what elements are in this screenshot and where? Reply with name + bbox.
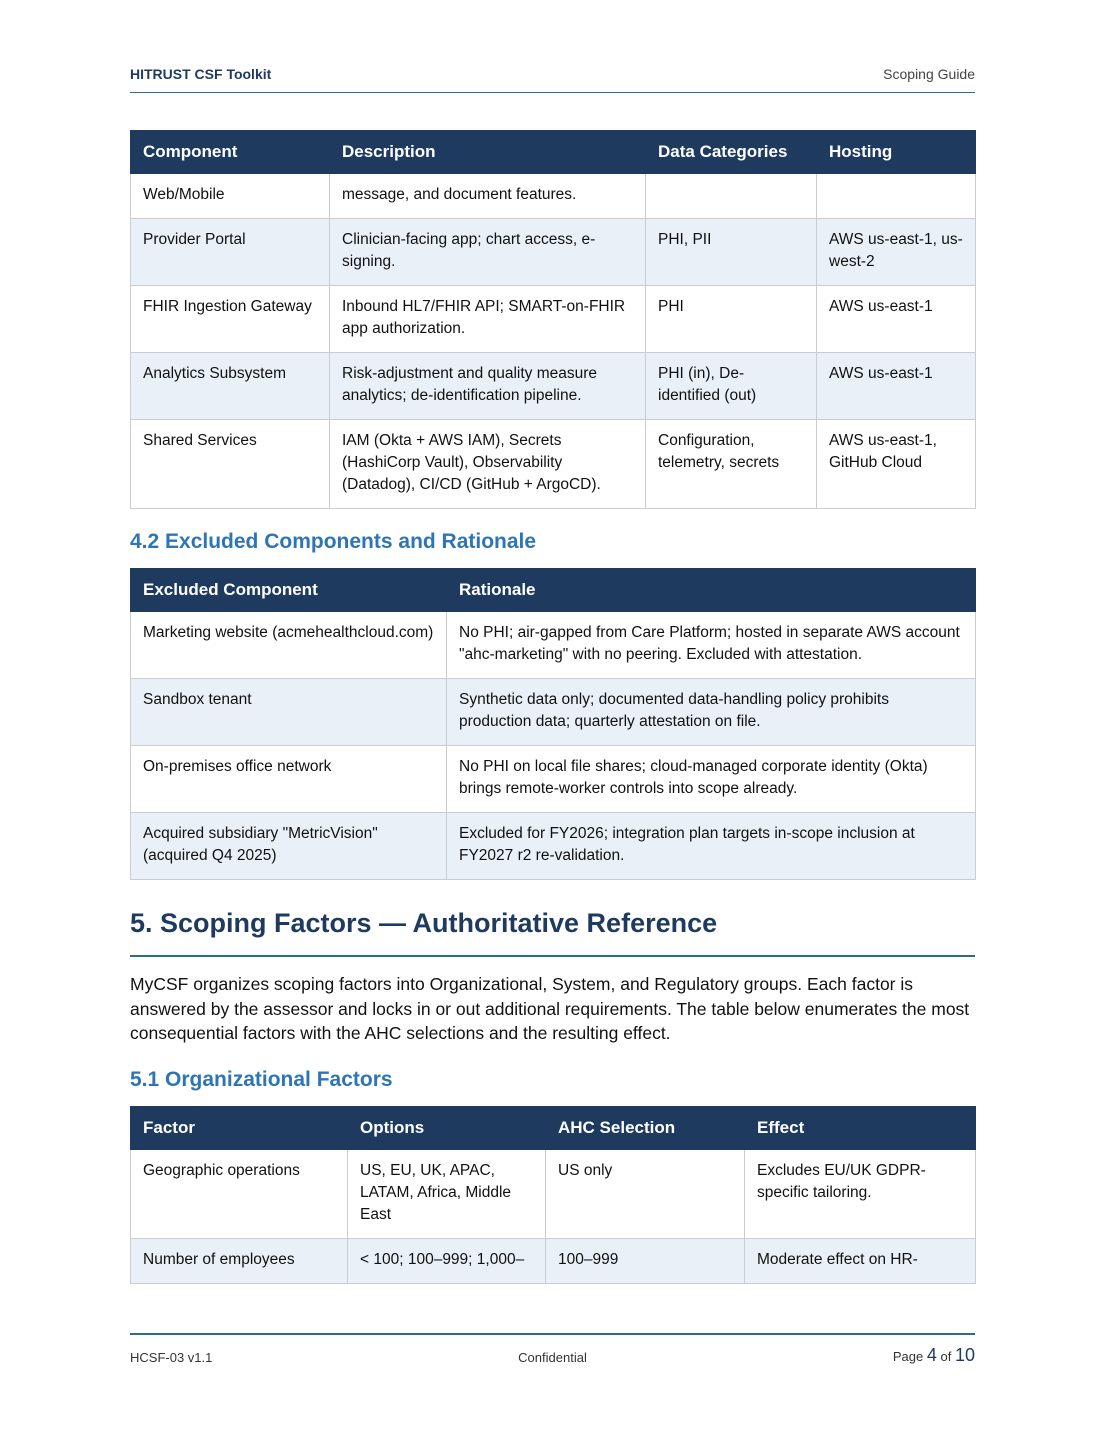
- table-row: [131, 353, 976, 420]
- table-row: [131, 612, 976, 679]
- column-header: Data Categories: [646, 131, 817, 174]
- table-cell: AWS us-east-1, us-west-2: [817, 219, 976, 286]
- table-row: [131, 746, 976, 813]
- table-cell: FHIR Ingestion Gateway: [131, 286, 330, 353]
- column-header: Hosting: [817, 131, 976, 174]
- table-cell: < 100; 100–999; 1,000–: [348, 1239, 546, 1284]
- table-cell: Marketing website (acmehealthcloud.com): [131, 612, 447, 679]
- table-cell: Shared Services: [131, 420, 330, 509]
- page-number: [893, 1345, 975, 1366]
- page-word: Page: [892, 1349, 924, 1364]
- table-cell: AWS us-east-1, GitHub Cloud: [817, 420, 976, 509]
- table-row: [131, 219, 976, 286]
- table-cell: Excludes EU/UK GDPR-specific tailoring.: [745, 1150, 976, 1239]
- table-cell: AWS us-east-1: [817, 353, 976, 420]
- total-pages: 10: [954, 1345, 975, 1365]
- table-cell: Inbound HL7/FHIR API; SMART-on-FHIR app authorization.: [330, 286, 646, 353]
- column-header: Factor: [131, 1107, 348, 1150]
- table-row: [131, 1150, 976, 1239]
- table-cell: US only: [546, 1150, 745, 1239]
- table-cell: Sandbox tenant: [131, 679, 447, 746]
- table-cell: Analytics Subsystem: [131, 353, 330, 420]
- table-cell: No PHI; air-gapped from Care Platform; hosted in separate AWS account "ahc-marketing" with no peering. Excluded with attestation.: [447, 612, 976, 679]
- header-section: Scoping Guide: [883, 66, 975, 82]
- table-cell: PHI: [646, 286, 817, 353]
- document-id: HCSF-03 v1.1: [130, 1350, 213, 1365]
- table-cell: Geographic operations: [131, 1150, 348, 1239]
- section-title: 5. Scoping Factors — Authoritative Reference: [130, 908, 975, 957]
- column-header: Description: [330, 131, 646, 174]
- table-cell: Web/Mobile: [131, 174, 330, 219]
- table-cell: PHI, PII: [646, 219, 817, 286]
- table-cell: Excluded for FY2026; integration plan targets in-scope inclusion at FY2027 r2 re-validation.: [447, 813, 976, 880]
- table-cell: Synthetic data only; documented data-handling policy prohibits production data; quarterly attestation on file.: [447, 679, 976, 746]
- table-row: [131, 813, 976, 880]
- header-title: HITRUST CSF Toolkit: [130, 66, 272, 82]
- in-scope-components-table: [130, 130, 976, 509]
- table-cell: AWS us-east-1: [817, 286, 976, 353]
- table-row: [131, 174, 976, 219]
- table-cell: On-premises office network: [131, 746, 447, 813]
- current-page: 4: [926, 1345, 937, 1365]
- section-heading: 5.1 Organizational Factors: [130, 1068, 393, 1091]
- column-header: Excluded Component: [131, 569, 447, 612]
- section-heading: 4.2 Excluded Components and Rationale: [130, 530, 537, 553]
- classification-label: Confidential: [518, 1350, 587, 1365]
- excluded-components-table: [130, 568, 976, 880]
- table-cell: Moderate effect on HR-: [745, 1239, 976, 1284]
- table-row: [131, 420, 976, 509]
- table-cell: US, EU, UK, APAC, LATAM, Africa, Middle East: [348, 1150, 546, 1239]
- table-cell: message, and document features.: [330, 174, 646, 219]
- column-header: Options: [348, 1107, 546, 1150]
- column-header: AHC Selection: [546, 1107, 745, 1150]
- table-cell: Clinician-facing app; chart access, e-signing.: [330, 219, 646, 286]
- column-header: Rationale: [447, 569, 976, 612]
- of-word: of: [940, 1349, 952, 1364]
- table-cell: PHI (in), De-identified (out): [646, 353, 817, 420]
- table-cell: Number of employees: [131, 1239, 348, 1284]
- table-cell: Provider Portal: [131, 219, 330, 286]
- table-cell: Risk-adjustment and quality measure analytics; de-identification pipeline.: [330, 353, 646, 420]
- column-header: Effect: [745, 1107, 976, 1150]
- table-cell: No PHI on local file shares; cloud-managed corporate identity (Okta) brings remote-worker controls into scope already.: [447, 746, 976, 813]
- table-row: [131, 679, 976, 746]
- section-paragraph: MyCSF organizes scoping factors into Organizational, System, and Regulatory groups. Each factor is answered by the assessor and locks in or out additional requirements. The table below enumerates the most consequential factors with the AHC selections and the resulting effect.: [130, 974, 970, 1043]
- table-cell: Configuration, telemetry, secrets: [646, 420, 817, 509]
- table-cell: [817, 174, 976, 219]
- table-cell: IAM (Okta + AWS IAM), Secrets (HashiCorp Vault), Observability (Datadog), CI/CD (GitHub + ArgoCD).: [330, 420, 646, 509]
- table-cell: [646, 174, 817, 219]
- table-cell: Acquired subsidiary "MetricVision" (acquired Q4 2025): [131, 813, 447, 880]
- table-cell: 100–999: [546, 1239, 745, 1284]
- table-row: [131, 1239, 976, 1284]
- page-footer: [130, 1333, 975, 1375]
- organizational-factors-table: [130, 1106, 976, 1284]
- column-header: Component: [131, 131, 330, 174]
- page-header: [130, 64, 975, 93]
- table-row: [131, 286, 976, 353]
